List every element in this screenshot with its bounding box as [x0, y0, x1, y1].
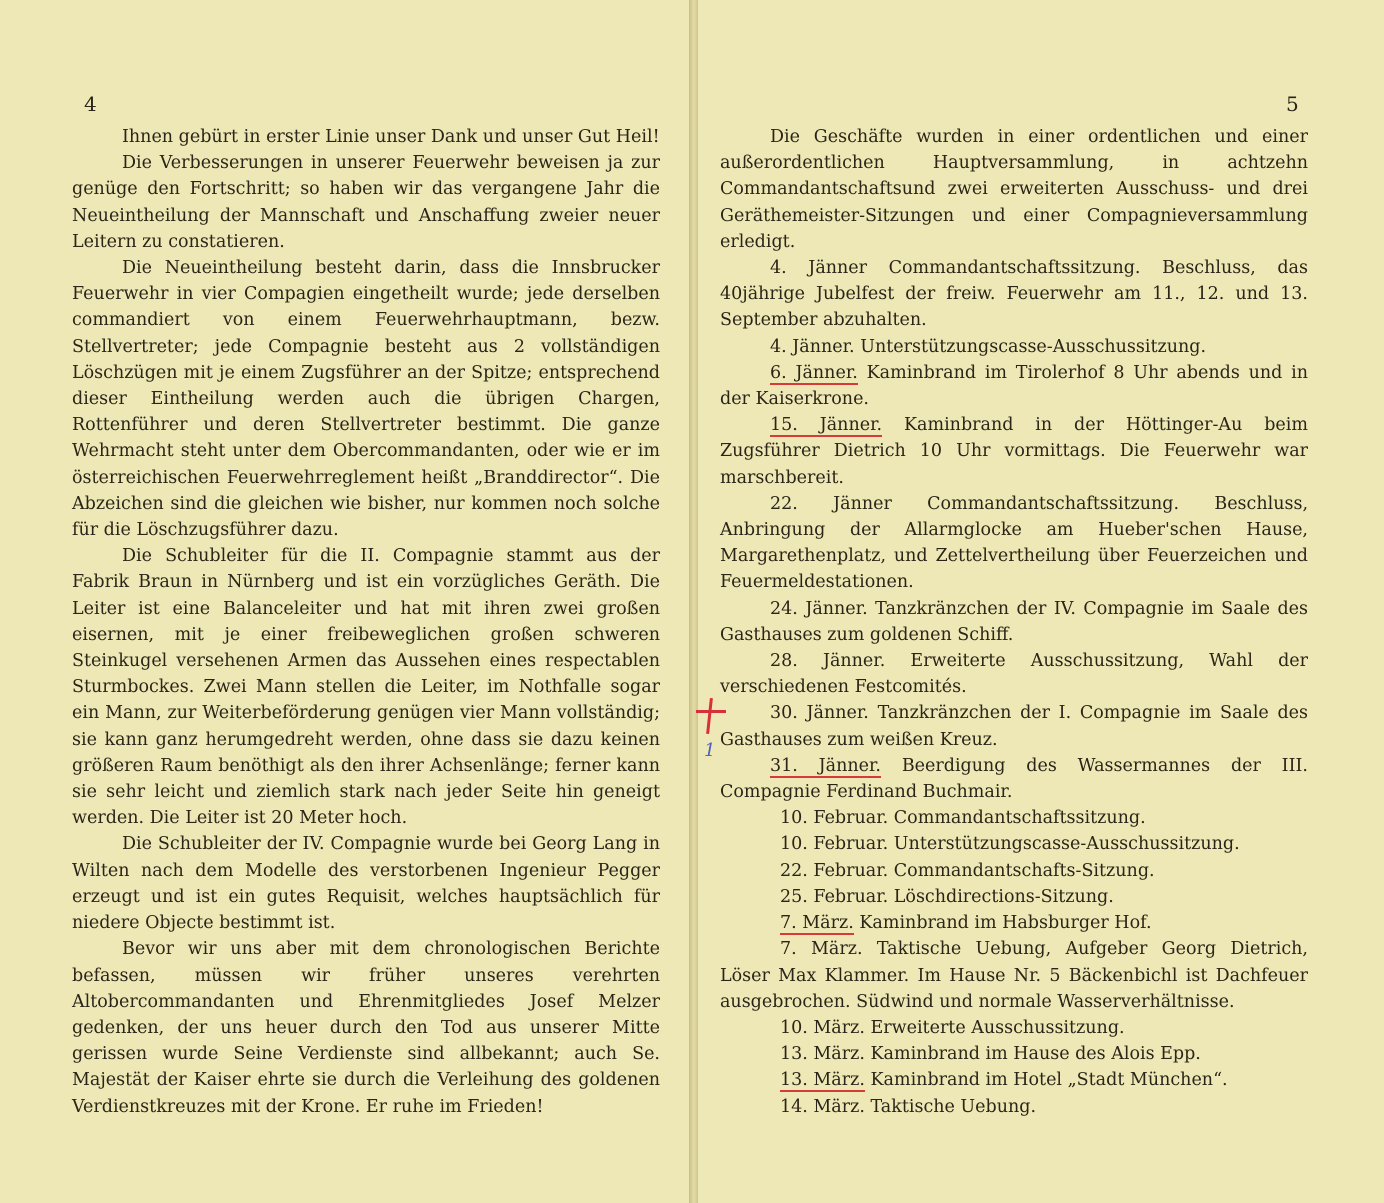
entry-date: 25. Februar. [780, 886, 889, 907]
entry-text: Unterstützungscasse-Ausschussitzung. [860, 336, 1207, 357]
entry-text: Unterstützungscasse-Ausschussitzung. [893, 834, 1240, 855]
entry-date: 4. Jänner. [770, 336, 855, 357]
chronicle-entry [720, 334, 1308, 360]
page-number-right: 5 [1286, 92, 1299, 116]
entry-text: Tanzkränzchen der I. Compagnie im Saale des Gasthauses zum weißen Kreuz. [720, 703, 1308, 750]
entry-date: 7. März. [780, 913, 854, 934]
entry-date: 15. Jänner. [770, 415, 883, 436]
chronicle-entry [720, 648, 1308, 700]
chronicle-entry [720, 858, 1308, 884]
left-page [0, 0, 690, 1203]
chronicle-entry [720, 936, 1308, 1015]
entry-date: 10. Februar. [780, 808, 889, 829]
chronicle-entry [720, 491, 1308, 596]
chronicle-entry [720, 910, 1308, 936]
chronicle-entry [720, 255, 1308, 334]
entry-date: 31. Jänner. [770, 755, 881, 776]
left-page-text [72, 124, 660, 1120]
chronicle-entry [720, 1041, 1308, 1067]
entry-date: 6. Jänner. [770, 362, 858, 383]
entry-text: Löschdirections-Sitzung. [893, 886, 1114, 907]
entry-text: Kaminbrand im Habsburger Hof. [859, 913, 1152, 934]
entry-text: Commandantschafts-Sitzung. [893, 860, 1155, 881]
chronicle-entry [720, 1094, 1308, 1120]
entry-text: Commandantschaftssitzung. Beschluss, Anbringung der Allarmglocke am Hueber'schen Hause, Margarethenplatz, und Zettelvertheilung über Feuerzeichen und Feuermeldestationen. [720, 493, 1309, 593]
right-page [698, 0, 1384, 1203]
paragraph: Die Schubleiter der IV. Compagnie wurde bei Georg Lang in Wilten nach dem Modelle des verstorbenen Ingenieur Pegger erzeugt und ist ein gutes Requisit, welches hauptsächlich für niedere Objecte bestimmt ist. [72, 834, 660, 934]
chronicle-entry [720, 753, 1308, 805]
entry-date: 28. Jänner. [770, 651, 886, 672]
right-page-text [720, 124, 1308, 1120]
entry-text: Erweiterte Ausschussitzung. [870, 1017, 1125, 1038]
margin-note: 1 [704, 740, 716, 761]
intro-paragraph: Die Geschäfte wurden in einer ordentlichen und einer außerordentlichen Hauptversammlung, in achtzehn Commandantschaftsund zwei erweiterten Ausschuss- und drei Geräthemeister-Sitzungen und einer Compagnieversammlung erledigt. [720, 127, 1308, 252]
chronicle-entry [720, 805, 1308, 831]
book-gutter [690, 0, 698, 1203]
chronicle-entry [720, 1015, 1308, 1041]
chronicle-entry [720, 884, 1308, 910]
paragraph: Die Neueintheilung besteht darin, dass die Innsbrucker Feuerwehr in vier Compagien eingetheilt wurde; jede derselben commandiert von einem Feuerwehrhauptmann, bezw. Stellvertreter; jede Compagnie besteht aus 2 vollständigen Löschzügen mit je einem Zugsführer an der Spitze; entsprechend dieser Eintheilung werden auch die übrigen Chargen, Rottenführer und deren Stellvertreter bestimmt. Die ganze Wehrmacht steht unter dem Obercommandanten, oder wie er im österreichischen Feuerwehrreglement heißt „Branddirector“. Die Abzeichen sind die gleichen wie bisher, nur kommen noch solche für die Löschzugsführer dazu. [72, 258, 660, 541]
entry-text: Taktische Uebung, Aufgeber Georg Dietrich, Löser Max Klammer. Im Hause Nr. 5 Bäckenbichl ist Dachfeuer ausgebrochen. Südwind und normale Wasserverhältnisse. [720, 939, 1308, 1012]
entry-text: Tanzkränzchen der IV. Compagnie im Saale des Gasthauses zum goldenen Schiff. [720, 598, 1308, 645]
chronicle-entry [720, 360, 1308, 412]
entry-date: 7. März. [780, 939, 863, 960]
red-cross-marker-icon [696, 698, 726, 734]
paragraph: Die Verbesserungen in unserer Feuerwehr beweisen ja zur genüge den Fortschritt; so haben wir das vergangene Jahr die Neueintheilung der Mannschaft und Anschaffung zweier neuer Leitern zu constatieren. [72, 153, 660, 252]
entry-date: 24. Jänner. [770, 598, 868, 619]
entry-date: 4. Jänner [770, 258, 868, 279]
entry-date: 22. Jänner [770, 493, 892, 514]
chronicle-entry [720, 412, 1308, 491]
entry-text: Commandantschaftssitzung. [893, 808, 1146, 829]
entry-date: 14. März. [780, 1096, 865, 1117]
entry-date: 30. Jänner. [770, 703, 869, 724]
entry-text: Kaminbrand im Tirolerhof 8 Uhr abends und in der Kaiserkrone. [720, 362, 1308, 410]
chronicle-entry [720, 1067, 1308, 1093]
entry-text: Taktische Uebung. [870, 1096, 1037, 1117]
chronicle-entry [720, 596, 1308, 648]
entry-text: Kaminbrand in der Höttinger-Au beim Zugsführer Dietrich 10 Uhr vormittags. Die Feuerwehr war marschbereit. [720, 415, 1308, 488]
entry-date: 13. März. [780, 1044, 865, 1065]
paragraph: Bevor wir uns aber mit dem chronologischen Berichte befassen, müssen wir früher unseres verehrten Altobercommandanten und Ehrenmitgliedes Josef Melzer gedenken, der uns heuer durch den Tod aus unserer Mitte gerissen wurde Seine Verdienste sind allbekannt; auch Se. Majestät der Kaiser ehrte sie durch die Verleihung des goldenen Verdienstkreuzes mit der Krone. Er ruhe im Frieden! [72, 939, 660, 1117]
entry-text: Commandantschaftssitzung. Beschluss, das 40jährige Jubelfest der freiw. Feuerwehr am 11., 12. und 13. September abzuhalten. [720, 258, 1308, 331]
entry-text: Kaminbrand im Hotel „Stadt München“. [870, 1070, 1228, 1091]
chronicle-entry [720, 700, 1308, 752]
entry-text: Kaminbrand im Hause des Alois Epp. [870, 1044, 1201, 1065]
paragraph: Die Schubleiter für die II. Compagnie stammt aus der Fabrik Braun in Nürnberg und ist ein vorzügliches Geräth. Die Leiter ist eine Balanceleiter und hat mit ihren zwei großen eisernen, mit je einer freibeweglichen großen schweren Steinkugel versehenen Armen das Aussehen eines respectablen Sturmbockes. Zwei Mann stellen die Leiter, im Nothfalle sogar ein Mann, zur Weiterbeförderung genügen vier Mann vollständig; sie kann ganz herumgedreht werden, ohne dass sie dazu keinen größeren Raum benöthigt als den ihrer Achsenlänge; ferner kann sie sehr leicht und ziemlich stark nach jeder Seite hin geneigt werden. Die Leiter ist 20 Meter hoch. [72, 546, 660, 829]
entry-date: 10. März. [780, 1017, 865, 1038]
entry-date: 10. Februar. [780, 834, 889, 855]
entry-date: 13. März. [780, 1070, 865, 1091]
page-number-left: 4 [84, 92, 97, 116]
entry-text: Beerdigung des Wassermannes der III. Compagnie Ferdinand Buchmair. [720, 755, 1308, 803]
paragraph: Ihnen gebürt in erster Linie unser Dank und unser Gut Heil! [122, 127, 660, 147]
entry-date: 22. Februar. [780, 860, 889, 881]
chronicle-entry [720, 831, 1308, 857]
entry-text: Erweiterte Ausschussitzung, Wahl der verschiedenen Festcomités. [720, 651, 1308, 698]
